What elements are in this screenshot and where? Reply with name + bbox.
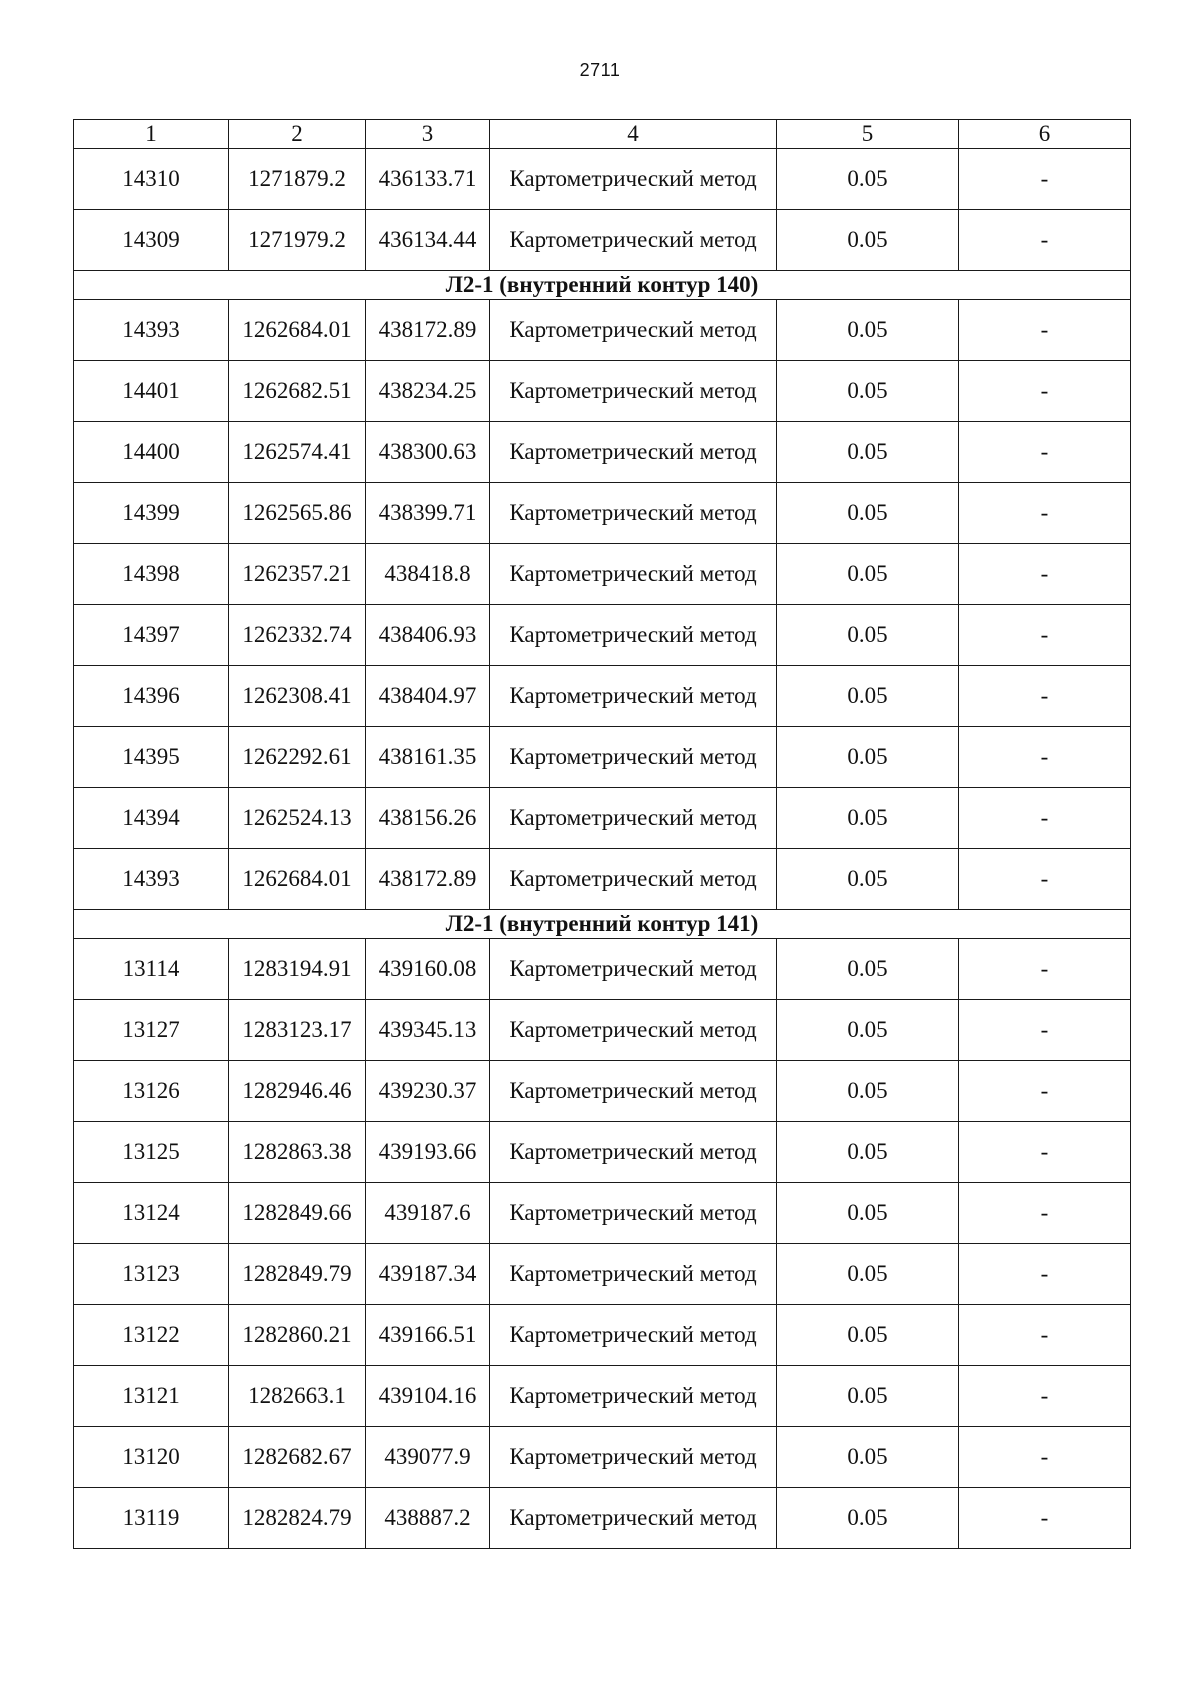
y-coordinate-cell: 438887.2 (366, 1488, 490, 1549)
method-cell: Картометрический метод (490, 1183, 777, 1244)
accuracy-cell: 0.05 (777, 149, 959, 210)
y-coordinate-cell: 439230.37 (366, 1061, 490, 1122)
point-number-cell: 13124 (74, 1183, 229, 1244)
x-coordinate-cell: 1282860.21 (229, 1305, 366, 1366)
method-cell: Картометрический метод (490, 1305, 777, 1366)
accuracy-cell: 0.05 (777, 300, 959, 361)
table-row (74, 1000, 1131, 1061)
y-coordinate-cell: 438418.8 (366, 544, 490, 605)
column-header: 2 (229, 120, 366, 149)
table-row (74, 666, 1131, 727)
method-cell: Картометрический метод (490, 1427, 777, 1488)
table-row (74, 849, 1131, 910)
point-number-cell: 13121 (74, 1366, 229, 1427)
table-row (74, 210, 1131, 271)
x-coordinate-cell: 1262292.61 (229, 727, 366, 788)
accuracy-cell: 0.05 (777, 1244, 959, 1305)
point-number-cell: 14394 (74, 788, 229, 849)
x-coordinate-cell: 1262684.01 (229, 849, 366, 910)
note-cell: - (959, 1244, 1131, 1305)
x-coordinate-cell: 1282849.66 (229, 1183, 366, 1244)
accuracy-cell: 0.05 (777, 544, 959, 605)
point-number-cell: 14310 (74, 149, 229, 210)
method-cell: Картометрический метод (490, 1244, 777, 1305)
table-row (74, 149, 1131, 210)
column-header: 5 (777, 120, 959, 149)
note-cell: - (959, 939, 1131, 1000)
point-number-cell: 13123 (74, 1244, 229, 1305)
method-cell: Картометрический метод (490, 300, 777, 361)
note-cell: - (959, 605, 1131, 666)
accuracy-cell: 0.05 (777, 727, 959, 788)
table-header-row (74, 120, 1131, 149)
y-coordinate-cell: 438172.89 (366, 300, 490, 361)
x-coordinate-cell: 1262574.41 (229, 422, 366, 483)
table-row (74, 300, 1131, 361)
method-cell: Картометрический метод (490, 849, 777, 910)
table-row (74, 1366, 1131, 1427)
column-header: 4 (490, 120, 777, 149)
x-coordinate-cell: 1282824.79 (229, 1488, 366, 1549)
note-cell: - (959, 422, 1131, 483)
y-coordinate-cell: 438161.35 (366, 727, 490, 788)
table-row (74, 727, 1131, 788)
note-cell: - (959, 361, 1131, 422)
note-cell: - (959, 666, 1131, 727)
column-header: 1 (74, 120, 229, 149)
method-cell: Картометрический метод (490, 544, 777, 605)
note-cell: - (959, 1122, 1131, 1183)
y-coordinate-cell: 438156.26 (366, 788, 490, 849)
point-number-cell: 13120 (74, 1427, 229, 1488)
x-coordinate-cell: 1262357.21 (229, 544, 366, 605)
page-number: 2711 (579, 60, 621, 80)
note-cell: - (959, 1305, 1131, 1366)
note-cell: - (959, 149, 1131, 210)
note-cell: - (959, 544, 1131, 605)
x-coordinate-cell: 1283194.91 (229, 939, 366, 1000)
point-number-cell: 14393 (74, 300, 229, 361)
table-row (74, 1061, 1131, 1122)
table-row (74, 1305, 1131, 1366)
y-coordinate-cell: 438406.93 (366, 605, 490, 666)
note-cell: - (959, 483, 1131, 544)
x-coordinate-cell: 1282946.46 (229, 1061, 366, 1122)
table-row (74, 1488, 1131, 1549)
x-coordinate-cell: 1262524.13 (229, 788, 366, 849)
accuracy-cell: 0.05 (777, 666, 959, 727)
accuracy-cell: 0.05 (777, 1488, 959, 1549)
table-row (74, 483, 1131, 544)
accuracy-cell: 0.05 (777, 849, 959, 910)
point-number-cell: 14399 (74, 483, 229, 544)
y-coordinate-cell: 436133.71 (366, 149, 490, 210)
x-coordinate-cell: 1262682.51 (229, 361, 366, 422)
accuracy-cell: 0.05 (777, 1366, 959, 1427)
accuracy-cell: 0.05 (777, 605, 959, 666)
point-number-cell: 13122 (74, 1305, 229, 1366)
method-cell: Картометрический метод (490, 1122, 777, 1183)
table-row (74, 1244, 1131, 1305)
y-coordinate-cell: 438234.25 (366, 361, 490, 422)
table-row (74, 605, 1131, 666)
y-coordinate-cell: 439187.6 (366, 1183, 490, 1244)
method-cell: Картометрический метод (490, 788, 777, 849)
point-number-cell: 14398 (74, 544, 229, 605)
note-cell: - (959, 849, 1131, 910)
accuracy-cell: 0.05 (777, 1305, 959, 1366)
y-coordinate-cell: 439160.08 (366, 939, 490, 1000)
method-cell: Картометрический метод (490, 666, 777, 727)
method-cell: Картометрический метод (490, 361, 777, 422)
point-number-cell: 13126 (74, 1061, 229, 1122)
accuracy-cell: 0.05 (777, 422, 959, 483)
table-row (74, 1122, 1131, 1183)
accuracy-cell: 0.05 (777, 210, 959, 271)
note-cell: - (959, 1488, 1131, 1549)
method-cell: Картометрический метод (490, 727, 777, 788)
point-number-cell: 14393 (74, 849, 229, 910)
note-cell: - (959, 1183, 1131, 1244)
column-header: 3 (366, 120, 490, 149)
point-number-cell: 14401 (74, 361, 229, 422)
note-cell: - (959, 210, 1131, 271)
accuracy-cell: 0.05 (777, 483, 959, 544)
y-coordinate-cell: 438172.89 (366, 849, 490, 910)
x-coordinate-cell: 1282863.38 (229, 1122, 366, 1183)
method-cell: Картометрический метод (490, 149, 777, 210)
point-number-cell: 14395 (74, 727, 229, 788)
point-number-cell: 13119 (74, 1488, 229, 1549)
note-cell: - (959, 1427, 1131, 1488)
y-coordinate-cell: 436134.44 (366, 210, 490, 271)
coordinates-table (73, 119, 1131, 1549)
method-cell: Картометрический метод (490, 1061, 777, 1122)
x-coordinate-cell: 1262332.74 (229, 605, 366, 666)
point-number-cell: 13114 (74, 939, 229, 1000)
method-cell: Картометрический метод (490, 939, 777, 1000)
x-coordinate-cell: 1271979.2 (229, 210, 366, 271)
table-body (74, 149, 1131, 1549)
accuracy-cell: 0.05 (777, 939, 959, 1000)
column-header: 6 (959, 120, 1131, 149)
x-coordinate-cell: 1271879.2 (229, 149, 366, 210)
y-coordinate-cell: 438399.71 (366, 483, 490, 544)
point-number-cell: 14309 (74, 210, 229, 271)
method-cell: Картометрический метод (490, 422, 777, 483)
accuracy-cell: 0.05 (777, 1000, 959, 1061)
section-title: Л2-1 (внутренний контур 140) (74, 271, 1131, 300)
note-cell: - (959, 727, 1131, 788)
point-number-cell: 14396 (74, 666, 229, 727)
table-row (74, 422, 1131, 483)
accuracy-cell: 0.05 (777, 1122, 959, 1183)
table-row (74, 1183, 1131, 1244)
y-coordinate-cell: 439104.16 (366, 1366, 490, 1427)
section-title: Л2-1 (внутренний контур 141) (74, 910, 1131, 939)
y-coordinate-cell: 439166.51 (366, 1305, 490, 1366)
accuracy-cell: 0.05 (777, 788, 959, 849)
method-cell: Картометрический метод (490, 483, 777, 544)
x-coordinate-cell: 1282663.1 (229, 1366, 366, 1427)
y-coordinate-cell: 439345.13 (366, 1000, 490, 1061)
point-number-cell: 13125 (74, 1122, 229, 1183)
y-coordinate-cell: 438300.63 (366, 422, 490, 483)
accuracy-cell: 0.05 (777, 1183, 959, 1244)
x-coordinate-cell: 1282682.67 (229, 1427, 366, 1488)
y-coordinate-cell: 439187.34 (366, 1244, 490, 1305)
point-number-cell: 14400 (74, 422, 229, 483)
accuracy-cell: 0.05 (777, 1061, 959, 1122)
table-row (74, 361, 1131, 422)
table-row (74, 788, 1131, 849)
section-header-row (74, 910, 1131, 939)
method-cell: Картометрический метод (490, 1000, 777, 1061)
note-cell: - (959, 1000, 1131, 1061)
point-number-cell: 13127 (74, 1000, 229, 1061)
y-coordinate-cell: 438404.97 (366, 666, 490, 727)
note-cell: - (959, 1061, 1131, 1122)
method-cell: Картометрический метод (490, 210, 777, 271)
table-row (74, 544, 1131, 605)
note-cell: - (959, 300, 1131, 361)
y-coordinate-cell: 439193.66 (366, 1122, 490, 1183)
table-row (74, 939, 1131, 1000)
table-row (74, 1427, 1131, 1488)
accuracy-cell: 0.05 (777, 1427, 959, 1488)
section-header-row (74, 271, 1131, 300)
x-coordinate-cell: 1282849.79 (229, 1244, 366, 1305)
point-number-cell: 14397 (74, 605, 229, 666)
y-coordinate-cell: 439077.9 (366, 1427, 490, 1488)
method-cell: Картометрический метод (490, 605, 777, 666)
x-coordinate-cell: 1262684.01 (229, 300, 366, 361)
method-cell: Картометрический метод (490, 1366, 777, 1427)
accuracy-cell: 0.05 (777, 361, 959, 422)
note-cell: - (959, 788, 1131, 849)
method-cell: Картометрический метод (490, 1488, 777, 1549)
x-coordinate-cell: 1262308.41 (229, 666, 366, 727)
note-cell: - (959, 1366, 1131, 1427)
x-coordinate-cell: 1262565.86 (229, 483, 366, 544)
x-coordinate-cell: 1283123.17 (229, 1000, 366, 1061)
